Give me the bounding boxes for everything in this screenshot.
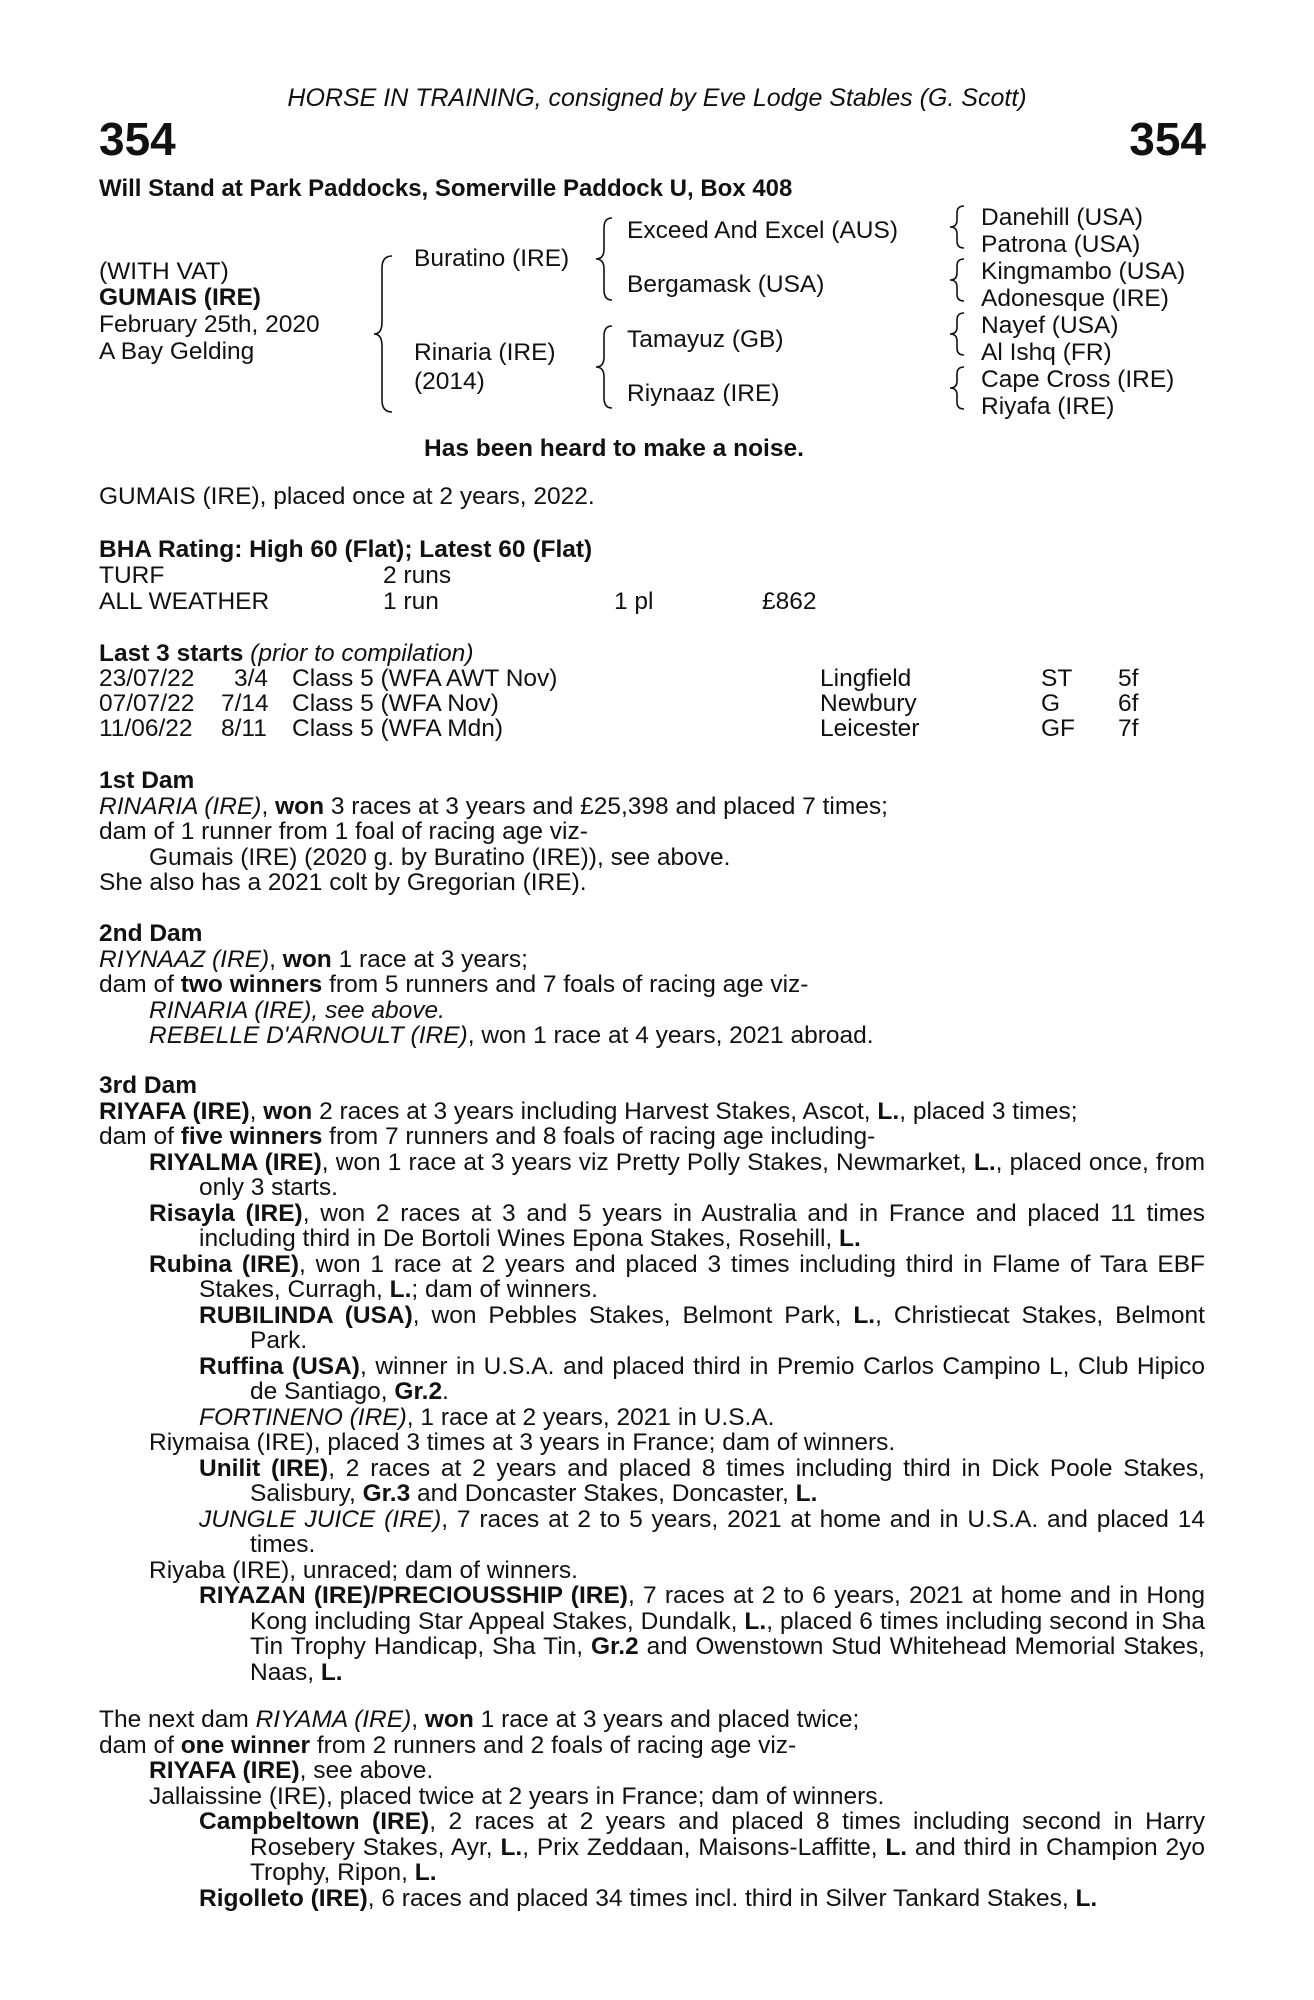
pedigree-sire: Buratino (IRE) <box>414 245 570 272</box>
consignment-header: HORSE IN TRAINING, consigned by Eve Lodge Stables (G. Scott) <box>287 84 1027 112</box>
start-distance: 5f <box>1118 665 1139 692</box>
produce-entry: Riyaba (IRE), unraced; dam of winners. <box>149 1556 578 1584</box>
pedigree-sire-dam: Bergamask (USA) <box>627 271 825 298</box>
start-going: G <box>1041 690 1061 717</box>
start-date: 11/06/22 <box>99 715 193 742</box>
dam-record: RINARIA (IRE), won 3 races at 3 years and £25,398 and placed 7 times; <box>99 792 888 820</box>
start-position: 3/4 <box>234 665 269 692</box>
start-position: 8/11 <box>221 715 267 742</box>
dam-record: The next dam RIYAMA (IRE), won 1 race at 3 years and placed twice; <box>99 1706 860 1733</box>
start-distance: 7f <box>1118 715 1139 742</box>
pedigree-bracket-gen3-1 <box>950 206 966 248</box>
dam-record: RIYAFA (IRE), won 2 races at 3 years including Harvest Stakes, Ascot, L., placed 3 times; <box>99 1097 1078 1125</box>
last-starts-note: (prior to compilation) <box>250 640 474 667</box>
bha-rating: BHA Rating: High 60 (Flat); Latest 60 (Flat) <box>99 536 593 563</box>
produce-entry: FORTINENO (IRE), 1 race at 2 years, 2021 in U.S.A. <box>199 1403 775 1431</box>
start-date: 23/07/22 <box>99 665 195 692</box>
pedigree-sire-sire: Exceed And Excel (AUS) <box>627 217 898 244</box>
produce-entry: Gumais (IRE) (2020 g. by Buratino (IRE)), see above. <box>149 843 731 871</box>
produce-entry: RIYALMA (IRE), won 1 race at 3 years viz Pretty Polly Stakes, Newmarket, L., placed once, from only 3 starts. <box>149 1148 1205 1201</box>
section-heading: 2nd Dam <box>99 920 203 947</box>
pedigree-dsd: Al Ishq (FR) <box>981 339 1112 366</box>
start-course: Leicester <box>820 715 920 742</box>
produce-entry: Unilit (IRE), 2 races at 2 years and placed 8 times including third in Dick Poole Stakes, Salisbury, Gr.3 and Doncaster Stakes, Doncaster, L. <box>199 1454 1205 1507</box>
pedigree-dam-year: (2014) <box>414 368 485 395</box>
produce-entry: RIYAZAN (IRE)/PRECIOUSSHIP (IRE), 7 races at 2 to 6 years, 2021 at home and in Hong Kong including Star Appeal Stakes, Dundalk, L., placed 6 times including second in Sha Tin Trophy Handicap, Sha Tin, Gr.2 and Owenstown Stud Whitehead Memorial Stakes, Naas, L. <box>199 1582 1205 1686</box>
pedigree-ssd: Patrona (USA) <box>981 231 1141 258</box>
produce-entry: Risayla (IRE), won 2 races at 3 and 5 years in Australia and in France and placed 11 times including third in De Bortoli Wines Epona Stakes, Rosehill, L. <box>149 1199 1205 1252</box>
last-starts-title: Last 3 starts <box>99 640 244 667</box>
pedigree-sss: Danehill (USA) <box>981 204 1144 231</box>
pedigree-dam: Rinaria (IRE) <box>414 339 556 366</box>
last-starts-heading <box>99 641 473 667</box>
produce-entry: RIYAFA (IRE), see above. <box>149 1757 434 1784</box>
horse-name: GUMAIS (IRE) <box>99 284 261 311</box>
dam-produce-summary: dam of two winners from 5 runners and 7 foals of racing age viz- <box>99 971 809 998</box>
rating-runs-aw: 1 run <box>383 588 439 615</box>
rating-placed-aw: 1 pl <box>614 588 654 615</box>
second-dam-section <box>99 921 1205 1049</box>
pedigree-dds: Cape Cross (IRE) <box>981 366 1175 393</box>
dam-additional: She also has a 2021 colt by Gregorian (IRE). <box>99 869 587 896</box>
produce-entry: Campbeltown (IRE), 2 races at 2 years and placed 8 times including second in Harry Rosebery Stakes, Ayr, L., Prix Zeddaan, Maisons-Laffitte, L. and third in Champion 2yo Trophy, Ripon, L. <box>199 1808 1205 1886</box>
produce-entry: Rigolleto (IRE), 6 races and placed 34 times incl. third in Silver Tankard Stakes, L. <box>199 1884 1098 1912</box>
dam-produce-summary: dam of one winner from 2 runners and 2 foals of racing age viz- <box>99 1731 797 1759</box>
rating-surface-aw: ALL WEATHER <box>99 588 270 615</box>
produce-entry: Riymaisa (IRE), placed 3 times at 3 years in France; dam of winners. <box>149 1429 896 1456</box>
produce-entry: Jallaissine (IRE), placed twice at 2 years in France; dam of winners. <box>149 1782 885 1810</box>
pedigree-dam-dam: Riynaaz (IRE) <box>627 380 780 407</box>
produce-entry: RINARIA (IRE), see above. <box>149 996 445 1024</box>
dam-produce-summary: dam of five winners from 7 runners and 8 foals of racing age including- <box>99 1123 876 1150</box>
produce-entry: Ruffina (USA), winner in U.S.A. and placed third in Premio Carlos Campino L, Club Hipico de Santiago, Gr.2. <box>199 1352 1205 1405</box>
pedigree-ddd: Riyafa (IRE) <box>981 393 1115 420</box>
start-date: 07/07/22 <box>99 690 195 717</box>
produce-entry: REBELLE D'ARNOULT (IRE), won 1 race at 4 years, 2021 abroad. <box>149 1022 874 1049</box>
pedigree-dss: Nayef (USA) <box>981 312 1119 339</box>
third-dam-section <box>99 1073 1205 1685</box>
first-dam-section <box>99 768 1205 896</box>
foaling-date: February 25th, 2020 <box>99 311 320 338</box>
start-distance: 6f <box>1118 690 1139 717</box>
start-race: Class 5 (WFA Mdn) <box>292 715 504 742</box>
pedigree-bracket-main <box>374 256 394 412</box>
pedigree-bracket-dam <box>596 326 614 408</box>
noise-note: Has been heard to make a noise. <box>424 435 804 462</box>
start-course: Lingfield <box>820 665 912 692</box>
horse-description: A Bay Gelding <box>99 338 255 365</box>
lot-number-left: 354 <box>99 113 176 165</box>
pedigree-bracket-sire <box>596 218 614 300</box>
next-dam-section <box>99 1707 1205 1911</box>
pedigree-bracket-gen3-4 <box>950 367 966 409</box>
start-going: GF <box>1041 715 1076 742</box>
dam-produce-summary: dam of 1 runner from 1 foal of racing age viz- <box>99 818 588 845</box>
dam-name: RIYAFA (IRE) <box>99 1097 250 1125</box>
dam-name: RINARIA (IRE) <box>99 792 262 820</box>
pedigree-sds: Kingmambo (USA) <box>981 258 1186 285</box>
start-race: Class 5 (WFA AWT Nov) <box>292 665 558 692</box>
start-position: 7/14 <box>221 690 269 717</box>
dam-name: RIYAMA (IRE) <box>255 1706 412 1733</box>
start-going: ST <box>1041 665 1073 692</box>
section-heading: 3rd Dam <box>99 1072 198 1099</box>
start-course: Newbury <box>820 690 917 717</box>
pedigree-sdd: Adonesque (IRE) <box>981 285 1169 312</box>
pedigree-bracket-gen3-3 <box>950 313 966 355</box>
vat-status: (WITH VAT) <box>99 258 229 285</box>
lot-number-right: 354 <box>1129 113 1206 165</box>
stand-location: Will Stand at Park Paddocks, Somerville Paddock U, Box 408 <box>99 175 793 202</box>
rating-prize-aw: £862 <box>762 588 817 615</box>
dam-name: RIYNAAZ (IRE) <box>99 945 270 973</box>
produce-entry: JUNGLE JUICE (IRE), 7 races at 2 to 5 years, 2021 at home and in U.S.A. and placed 14 times. <box>199 1505 1205 1558</box>
section-heading: 1st Dam <box>99 767 195 794</box>
produce-entry: Rubina (IRE), won 1 race at 2 years and placed 3 times including third in Flame of Tara EBF Stakes, Curragh, L.; dam of winners. <box>149 1250 1205 1303</box>
rating-runs-turf: 2 runs <box>383 562 452 589</box>
pedigree-bracket-gen3-2 <box>950 259 966 301</box>
rating-surface-turf: TURF <box>99 562 165 589</box>
race-summary: GUMAIS (IRE), placed once at 2 years, 2022. <box>99 483 595 510</box>
produce-entry: RUBILINDA (USA), won Pebbles Stakes, Belmont Park, L., Christiecat Stakes, Belmont Park. <box>199 1301 1205 1354</box>
pedigree-dam-sire: Tamayuz (GB) <box>627 326 784 353</box>
dam-record: RIYNAAZ (IRE), won 1 race at 3 years; <box>99 945 528 973</box>
start-race: Class 5 (WFA Nov) <box>292 690 499 717</box>
